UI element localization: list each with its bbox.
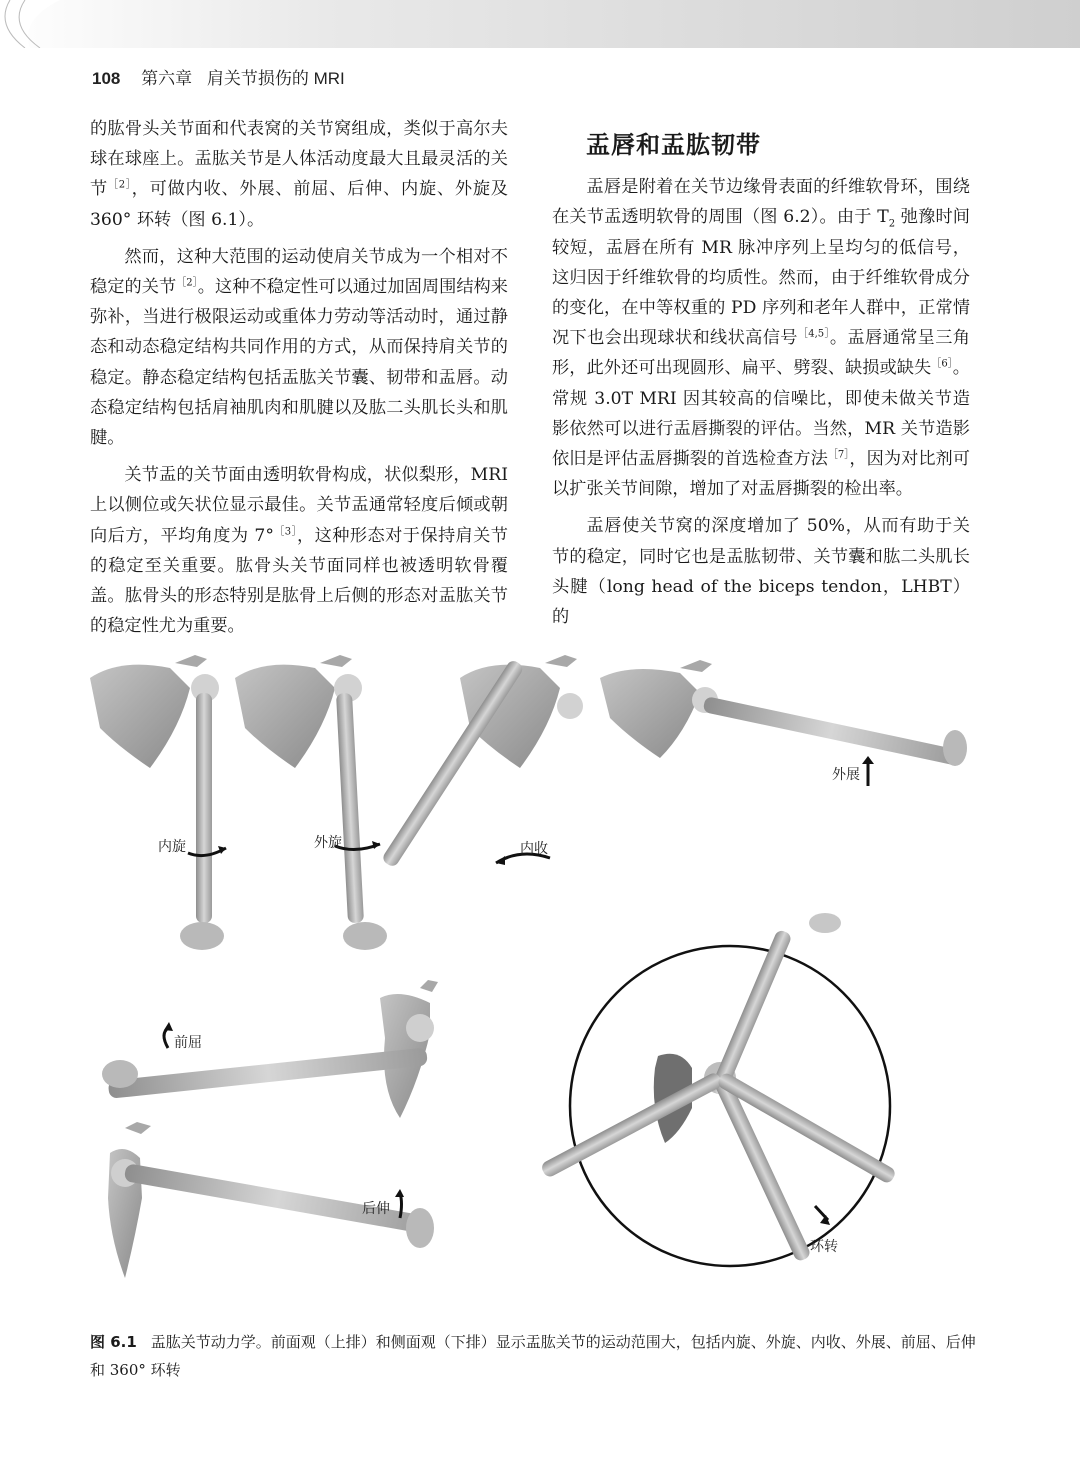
label-adduction: 内收 — [520, 841, 548, 857]
page-number: 108 — [92, 69, 121, 88]
chapter-number: 第六章 — [141, 69, 193, 88]
paragraph: 然而，这种大范围的运动使肩关节成为一个相对不稳定的关节$^{[2]}$。这种不稳定性可以通过加固周围结构来弥补，当进行极限运动或重体力劳动等活动时，通过静态和动态稳定结构共同作用的方式，从而保持肩关节的稳定。静态稳定结构包括盂肱关节囊、韧带和盂唇。动态稳定结构包括肩袖肌肉和肌腱以及肱二头肌长头和肌腱。 — [90, 246, 508, 449]
bone-illustrations — [80, 638, 1000, 1318]
figure-caption — [90, 1328, 990, 1384]
figure-shoulder-motion — [80, 638, 1000, 1318]
paragraph: 盂唇使关节窝的深度增加了 50%，从而有助于关节的稳定，同时它也是盂肱韧带、关节囊和肱二头肌长头腱（long head of the biceps tendon，LHBT）的 — [552, 516, 970, 628]
label-extension: 后伸 — [362, 1201, 390, 1217]
citation: ［4,5］ — [797, 328, 830, 340]
panel-flexion — [102, 980, 438, 1118]
label-circumduction: 环转 — [810, 1239, 838, 1255]
chapter-title: 肩关节损伤的 MRI — [206, 69, 345, 88]
label-external-rotation: 外旋 — [314, 835, 342, 851]
panel-adduction — [381, 655, 583, 868]
banner-decoration — [0, 0, 80, 48]
caption-text: 盂肱关节动力学。前面观（上排）和侧面观（下排）显示盂肱关节的运动范围大，包括内旋、外旋、内收、外展、前屈、后伸和 360° 环转 — [90, 1333, 976, 1379]
running-header — [92, 64, 345, 89]
paragraph: 的肱骨头关节面和代表窝的关节窝组成，类似于高尔夫球在球座上。盂肱关节是人体活动度最大且最灵活的关节$^{[2]}$，可做内收、外展、前屈、后伸、内旋、外旋及 360° 环转（图 6.1）。 — [90, 119, 508, 230]
citation: ［7］ — [827, 449, 850, 461]
left-column — [90, 114, 508, 648]
paragraph: 关节盂的关节面由透明软骨构成，状似梨形，MRI 上以侧位或矢状位显示最佳。关节盂通常轻度后倾或朝向后方，平均角度为 7°$^{[3]}$，这种形态对于保持肩关节的稳定至关重要。肱骨头关节面同样也被透明软骨覆盖。肱骨头的形态特别是肱骨上后侧的形态对盂肱关节的稳定性尤为重要。 — [90, 465, 508, 637]
top-banner — [0, 0, 1080, 48]
caption-number: 图 6.1 — [90, 1333, 137, 1351]
label-abduction: 外展 — [832, 767, 860, 783]
panel-external-rotation — [235, 655, 387, 950]
paragraph: 盂唇是附着在关节边缘骨表面的纤维软骨环，围绕在关节盂透明软骨的周围（图 6.2）。由于 $T_2$ 弛豫时间较短，盂唇在所有 MR 脉冲序列上呈均匀的低信号，这归因于纤维软骨的均质性。然而，由于纤维软骨成分的变化，在中等权重的 PD 序列和老年人群中，正常情况下也会出现球状和线状高信号$^{[4,5]}$。盂唇通常呈三角形，此外还可出现圆形、扁平、劈裂、缺损或缺失$^{[6]}$。常规 3.0T MRI 因其较高的信噪比，即使未做关节造影依然可以进行盂唇撕裂的评估。当然，MR 关节造影依旧是评估盂唇撕裂的首选检查方法$^{[7]}$，因为对比剂可以扩张关节间隙，增加了对盂唇撕裂的检出率。 — [552, 177, 970, 500]
panel-abduction — [600, 660, 967, 786]
citation: ［2］ — [176, 277, 198, 289]
citation: ［3］ — [273, 525, 298, 537]
label-internal-rotation: 内旋 — [158, 839, 186, 855]
panel-circumduction — [540, 913, 898, 1266]
citation: ［2］ — [107, 179, 132, 191]
right-column — [552, 130, 970, 639]
citation: ［6］ — [931, 358, 953, 370]
panel-internal-rotation — [90, 655, 226, 950]
section-heading: 盂唇和盂肱韧带 — [586, 131, 761, 159]
label-flexion: 前屈 — [174, 1035, 202, 1051]
